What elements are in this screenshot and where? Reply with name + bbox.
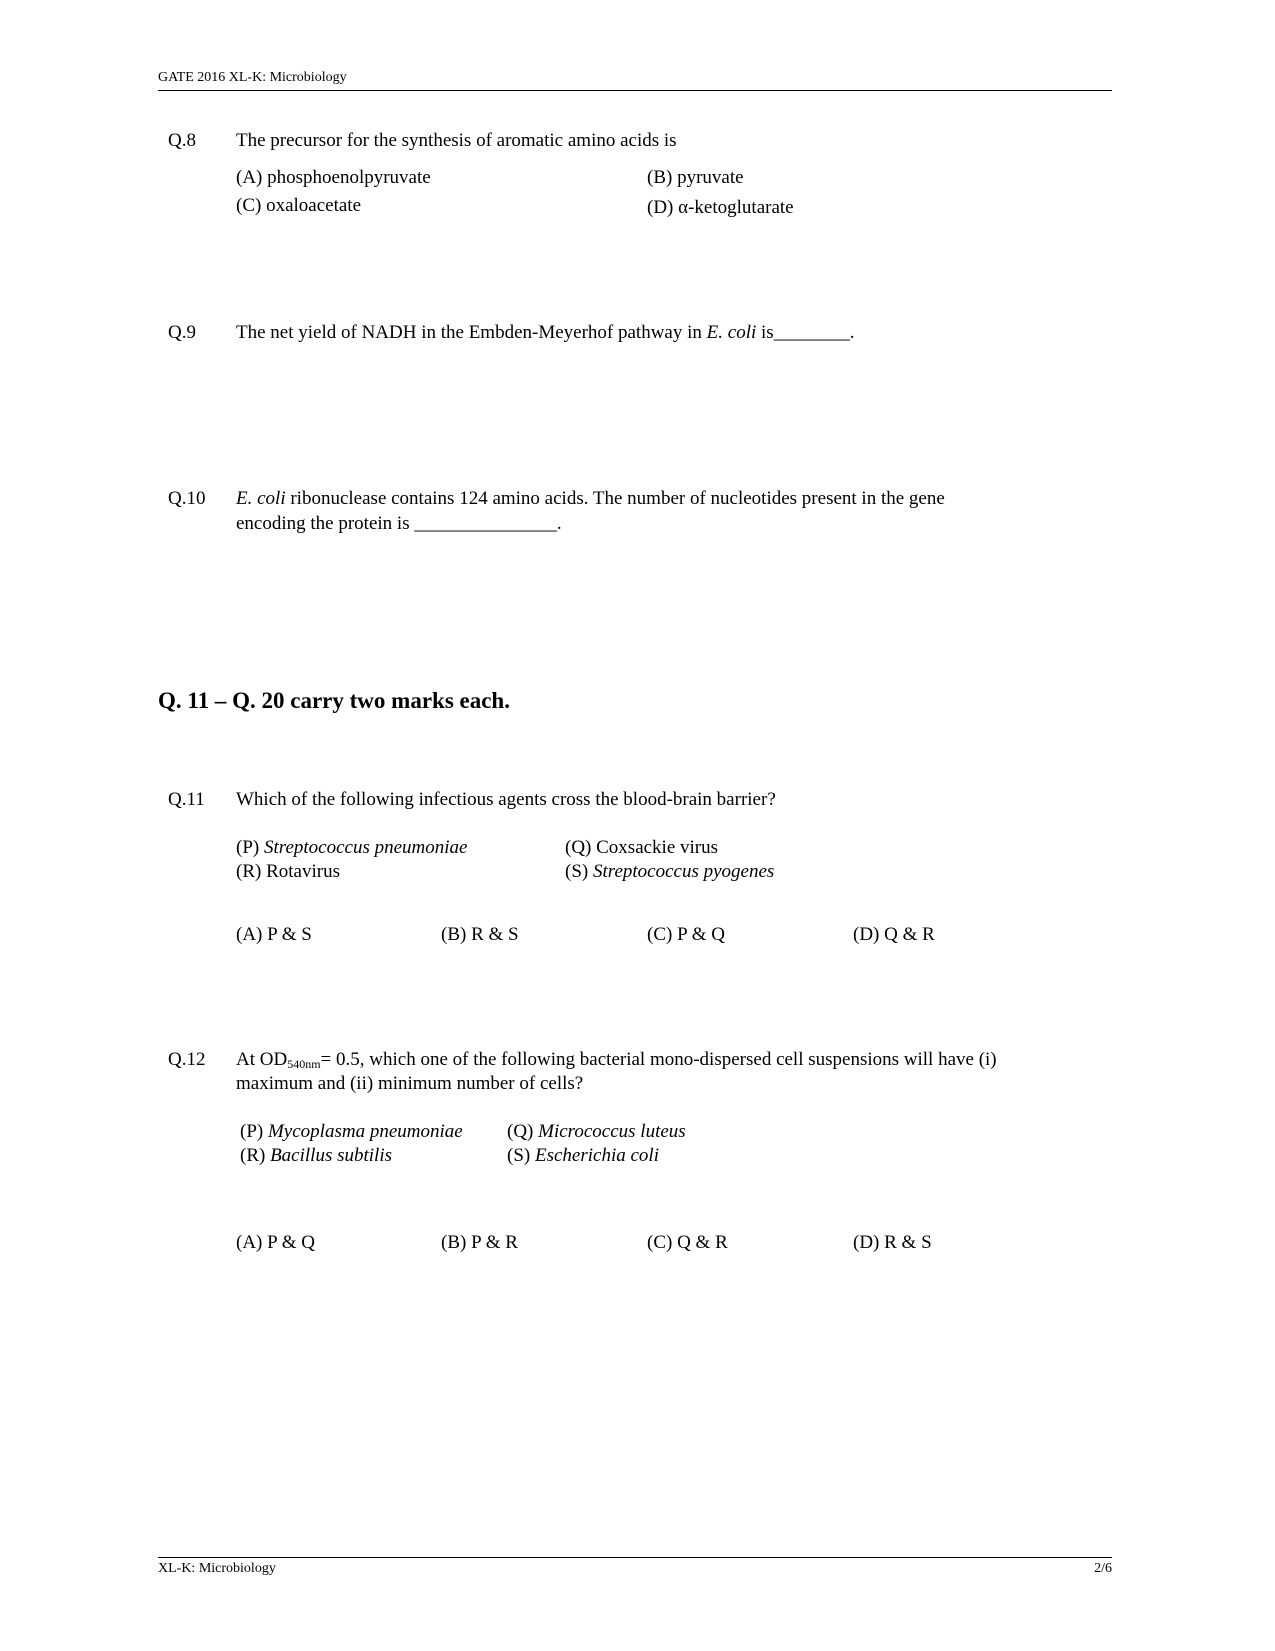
q11-option-d: (D) Q & R xyxy=(853,924,935,945)
q8-option-d xyxy=(647,197,794,219)
page-number: 2/6 xyxy=(1094,1561,1112,1576)
q12-item-r-label: (R) xyxy=(240,1145,271,1166)
q12-item-q xyxy=(507,1121,686,1143)
q12-item-r-name: Bacillus subtilis xyxy=(270,1145,393,1166)
q12-item-p xyxy=(240,1121,463,1143)
q12-text-sub: 540nm xyxy=(287,1057,321,1071)
section-heading: Q. 11 – Q. 20 carry two marks each. xyxy=(158,688,510,713)
q11-option-c: (C) P & Q xyxy=(647,924,725,945)
q11-item-s xyxy=(565,861,774,883)
q12-option-d: (D) R & S xyxy=(853,1232,932,1253)
q12-item-r xyxy=(240,1145,392,1167)
q12-item-p-name: Mycoplasma pneumoniae xyxy=(267,1121,463,1142)
q10-number: Q.10 xyxy=(168,488,206,509)
q10-text-line1 xyxy=(236,488,945,510)
q12-text-prefix: At OD xyxy=(236,1049,288,1070)
q12-text-line1 xyxy=(236,1049,997,1072)
q11-item-r: (R) Rotavirus xyxy=(236,861,340,882)
q8-option-a: (A) phosphoenolpyruvate xyxy=(236,167,431,188)
header-rule xyxy=(158,90,1112,91)
running-header: GATE 2016 XL-K: Microbiology xyxy=(158,70,347,85)
q11-text: Which of the following infectious agents cross the blood-brain barrier? xyxy=(236,789,776,810)
q9-number: Q.9 xyxy=(168,322,196,343)
q8-option-d-rest: -ketoglutarate xyxy=(688,197,794,218)
q9-organism: E. coli xyxy=(706,322,757,343)
q12-text-line1-rest: = 0.5, which one of the following bacterial mono-dispersed cell suspensions will have (i) xyxy=(320,1049,997,1070)
q12-text-line2: maximum and (ii) minimum number of cells? xyxy=(236,1073,584,1094)
q12-option-b: (B) P & R xyxy=(441,1232,518,1253)
q11-number: Q.11 xyxy=(168,789,205,810)
q8-option-b: (B) pyruvate xyxy=(647,167,744,188)
q11-item-s-label: (S) xyxy=(565,861,593,882)
q12-item-s-name: Escherichia coli xyxy=(534,1145,659,1166)
q11-item-p xyxy=(236,837,467,859)
q12-item-s-label: (S) xyxy=(507,1145,535,1166)
q11-option-b: (B) R & S xyxy=(441,924,519,945)
q9-text xyxy=(236,322,854,344)
q11-item-p-label: (P) xyxy=(236,837,264,858)
q12-item-s xyxy=(507,1145,659,1167)
q12-option-a: (A) P & Q xyxy=(236,1232,315,1253)
q9-text-before: The net yield of NADH in the Embden-Meyerhof pathway in xyxy=(236,322,707,343)
q8-option-d-alpha: α xyxy=(678,197,689,218)
q12-item-p-label: (P) xyxy=(240,1121,268,1142)
q8-option-d-prefix: (D) xyxy=(647,197,679,218)
q12-option-c: (C) Q & R xyxy=(647,1232,728,1253)
q12-item-q-label: (Q) xyxy=(507,1121,539,1142)
q8-option-c: (C) oxaloacetate xyxy=(236,195,362,216)
q11-item-s-name: Streptococcus pyogenes xyxy=(592,861,775,882)
running-footer: XL-K: Microbiology xyxy=(158,1561,276,1576)
q12-item-q-name: Micrococcus luteus xyxy=(538,1121,686,1142)
q8-text: The precursor for the synthesis of aromatic amino acids is xyxy=(236,130,677,151)
q9-text-after: is________. xyxy=(756,322,855,343)
q10-line1-rest: ribonuclease contains 124 amino acids. The number of nucleotides present in the gene xyxy=(285,488,945,509)
q11-item-p-name: Streptococcus pneumoniae xyxy=(263,837,468,858)
q10-text-line2: encoding the protein is _______________. xyxy=(236,513,562,534)
q11-option-a: (A) P & S xyxy=(236,924,312,945)
q10-organism: E. coli xyxy=(236,488,286,509)
q11-item-q: (Q) Coxsackie virus xyxy=(565,837,719,858)
footer-rule xyxy=(158,1557,1112,1558)
q12-number: Q.12 xyxy=(168,1049,206,1070)
q8-number: Q.8 xyxy=(168,130,196,151)
